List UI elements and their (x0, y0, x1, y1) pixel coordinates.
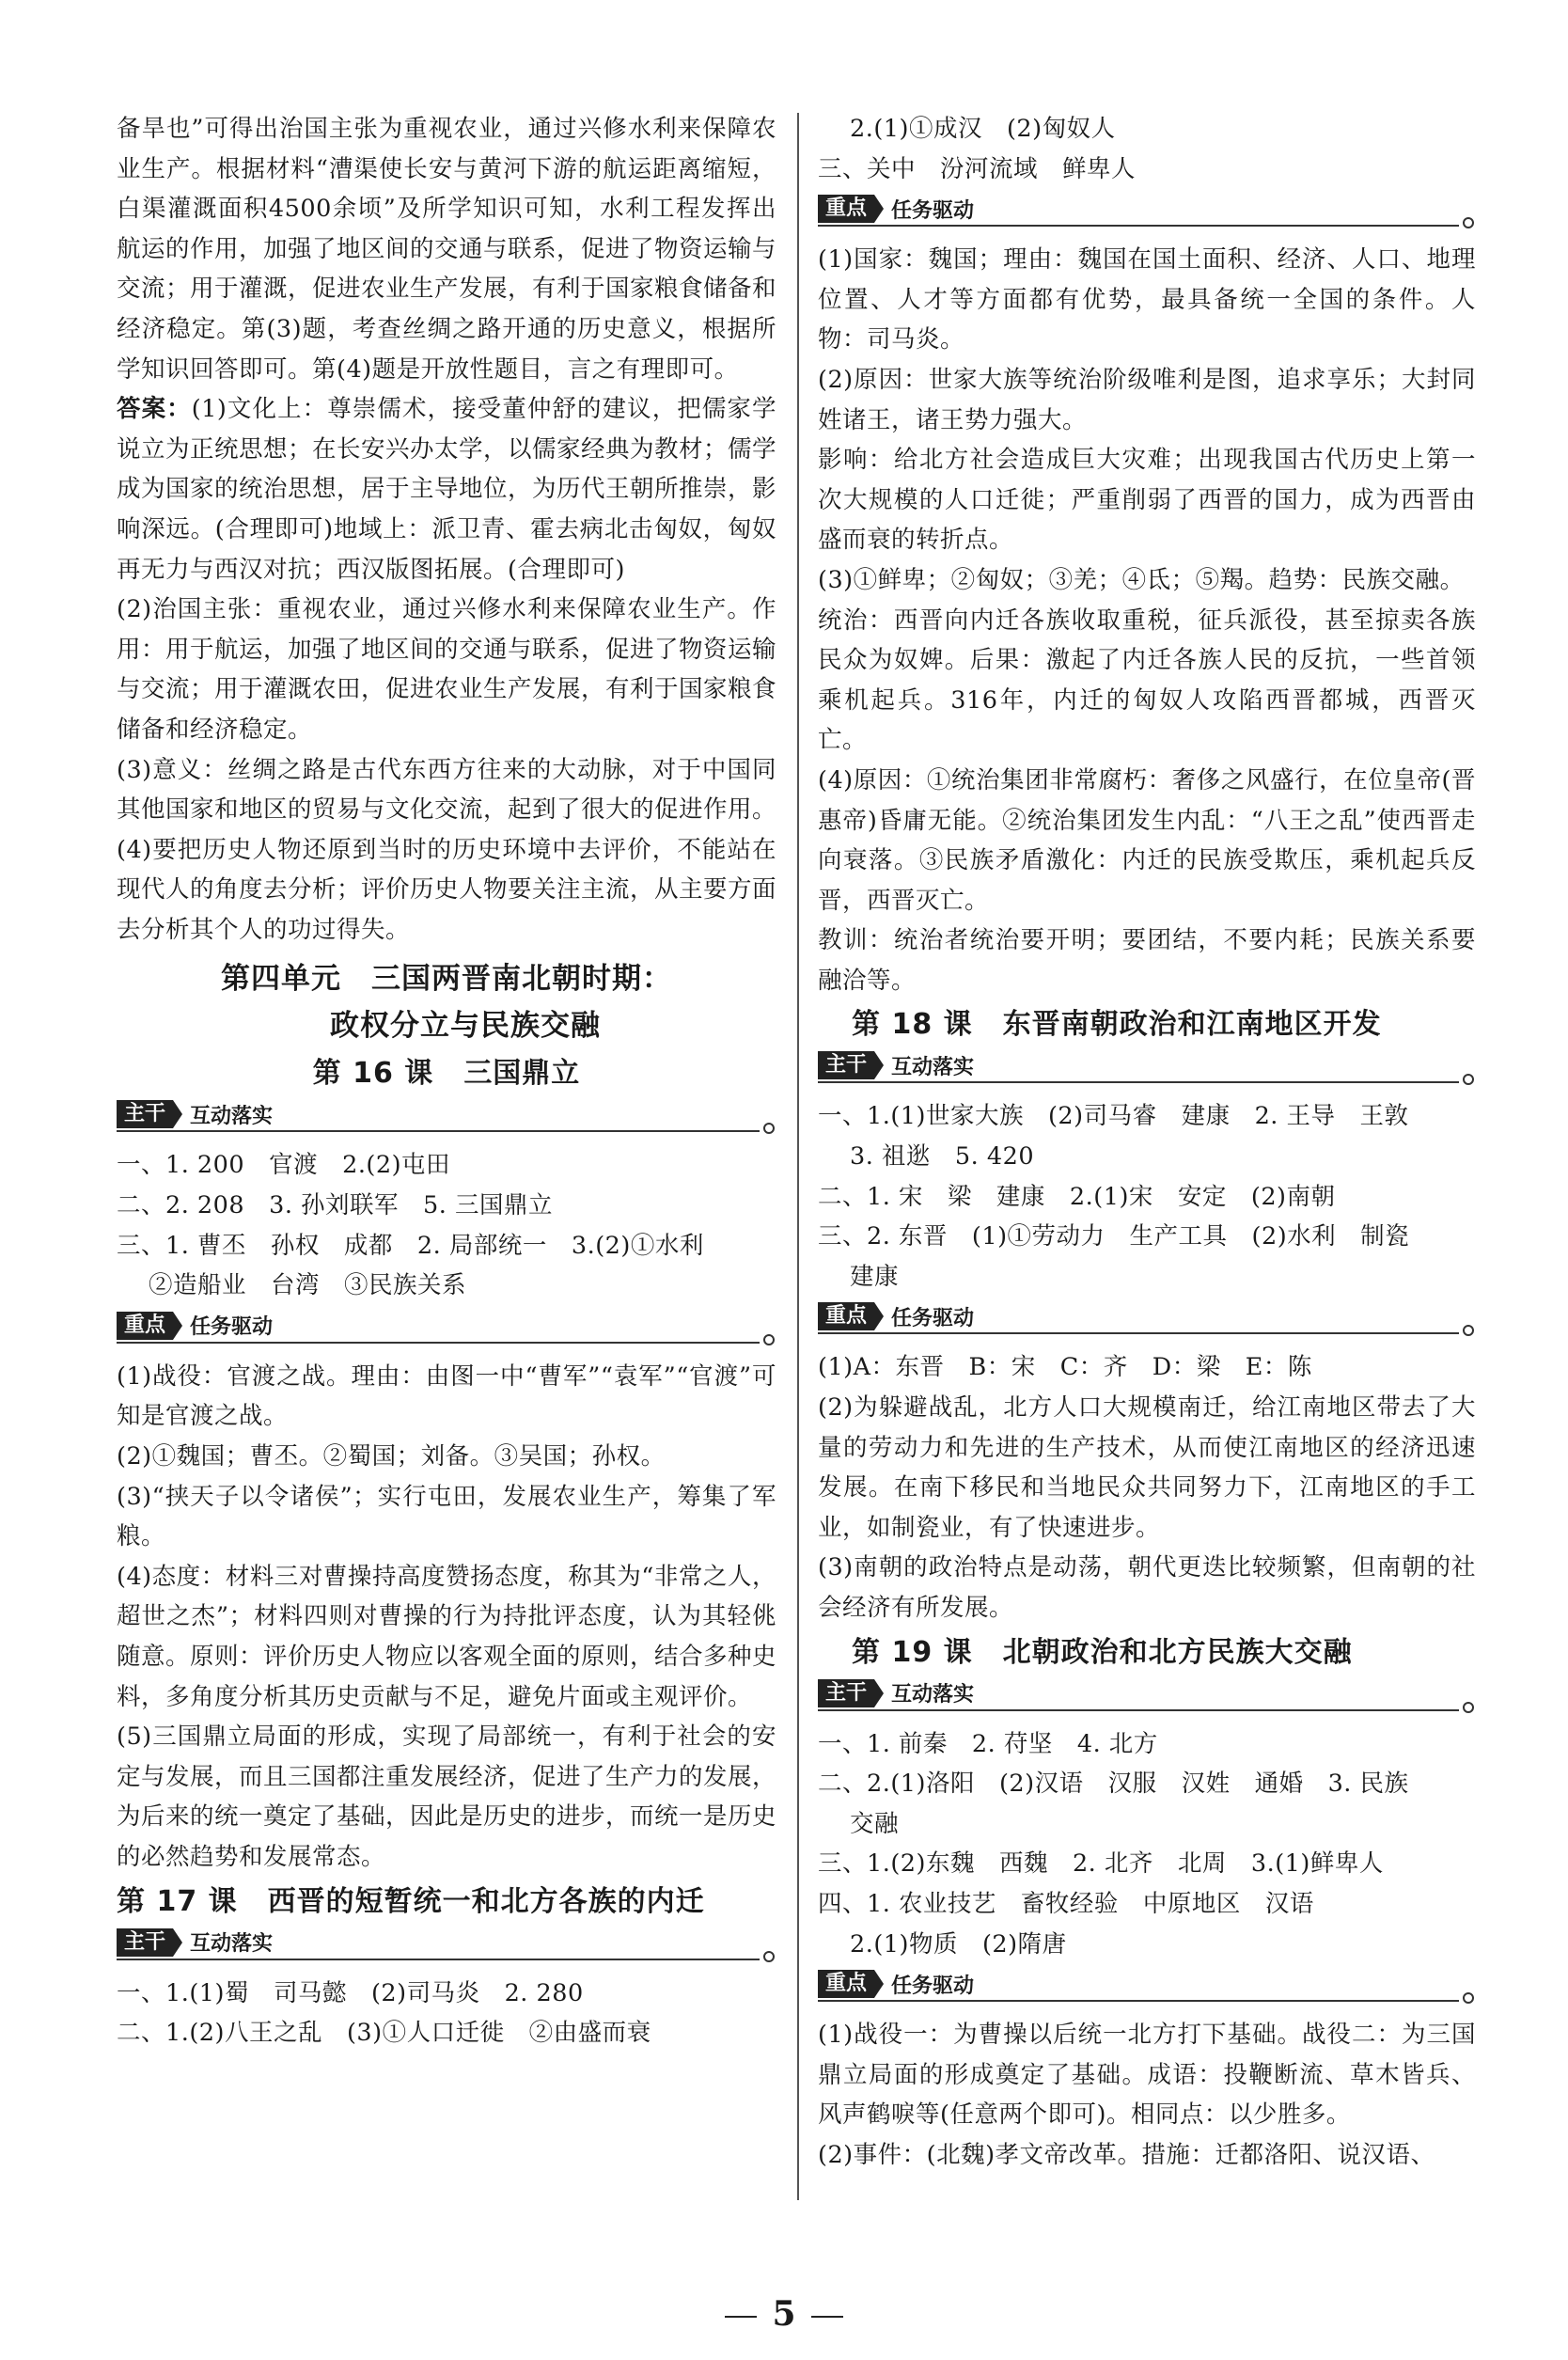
answer-line: 一、1. 前秦 2. 苻坚 4. 北方 (818, 1729, 1158, 1758)
section-header-main (117, 1927, 776, 1966)
answer-paragraph: (3)南朝的政治特点是动荡，朝代更迭比较频繁，但南朝的社会经济有所发展。 (818, 1553, 1476, 1622)
circle-icon (1463, 1992, 1474, 2004)
section-tag: 重点 (818, 1970, 874, 1998)
section-header-key (818, 193, 1476, 232)
answer-paragraph: (2)事件：(北魏)孝文帝改革。措施：迁都洛阳、说汉语、 (818, 2140, 1435, 2169)
answer-paragraph: 统治：西晋向内迁各族收取重税，征兵派役，甚至掠卖各族民众为奴婢。后果：激起了内迁各族人民的反抗，一些首领乘机起兵。316年，内迁的匈奴人攻陷西晋都城，西晋灭亡。 (818, 606, 1476, 755)
section-header-key (117, 1310, 776, 1349)
intro-paragraph: 备旱也”可得出治国主张为重视农业，通过兴修水利来保障农业生产。根据材料“漕渠使长安与黄河下游的航运距离缩短，白渠灌溉面积4500余顷”及所学知识可知，水利工程发挥出航运的作用，加强了地区间的交通与联系，促进了物资运输与交流；用于灌溉，促进农业生产发展，有利于国家粮食储备和经济稳定。第(3)题，考查丝绸之路开通的历史意义，根据所学知识回答即可。第(4)题是开放性题目，言之有理即可。 (117, 115, 777, 384)
section-rule (818, 1709, 1459, 1711)
page-number (0, 2294, 1568, 2334)
arrow-icon (874, 1679, 884, 1707)
answer-line: 二、2. 208 3. 孙刘联军 5. 三国鼎立 (117, 1191, 553, 1220)
answer-paragraph: (1)国家：魏国；理由：魏国在国土面积、经济、人口、地理位置、人才等方面都有优势，最具备统一全国的条件。人物：司马炎。 (818, 245, 1476, 354)
section-tag: 重点 (818, 1302, 874, 1330)
answer-paragraph: (3)意义：丝绸之路是古代东西方往来的大动脉，对于中国同其他国家和地区的贸易与文化交流，起到了很大的促进作用。 (117, 755, 777, 825)
answer-text: (1)文化上：尊崇儒术，接受董仲舒的建议，把儒家学说立为正统思想；在长安兴办太学，以儒家经典为教材；儒学成为国家的统治思想，居于主导地位，为历代王朝所推崇，影响深远。(合理即可)地域上：派卫青、霍去病北击匈奴，匈奴再无力与西汉对抗；西汉版图拓展。(合理即可) (117, 395, 777, 584)
lesson-number: 第 19 课 (852, 1635, 973, 1669)
section-label: 任务驱动 (891, 1974, 975, 1998)
column-divider (797, 113, 799, 2200)
page-number-text: 5 (772, 2294, 796, 2334)
arrow-icon (173, 1100, 182, 1128)
dash-decoration (811, 2316, 843, 2318)
answer-line: ②造船业 台湾 ③民族关系 (149, 1271, 467, 1300)
answer-line: 交融 (850, 1809, 900, 1838)
answer-paragraph: (1)战役：官渡之战。理由：由图一中“曹军”“袁军”“官渡”可知是官渡之战。 (117, 1361, 776, 1431)
answer-paragraph: (5)三国鼎立局面的形成，实现了局部统一，有利于社会的安定与发展，而且三国都注重发展经济，促进了生产力的发展，为后来的统一奠定了基础，因此是历史的进步，而统一是历史的必然趋势和发展常态。 (117, 1723, 777, 1871)
dash-decoration (725, 2316, 757, 2318)
answer-paragraph: (2)原因：世家大族等统治阶级唯利是图，追求享乐；大封同姓诸王，诸王势力强大。 (818, 365, 1476, 434)
section-rule (818, 1081, 1459, 1083)
section-rule (117, 1342, 760, 1344)
arrow-icon (874, 1970, 884, 1998)
answer-paragraph: (1)A：东晋 B：宋 C：齐 D：梁 E：陈 (818, 1353, 1312, 1382)
answer-line: 二、1. 宋 梁 建康 2.(1)宋 安定 (2)南朝 (818, 1182, 1336, 1211)
answer-line: 二、2.(1)洛阳 (2)汉语 汉服 汉姓 通婚 3. 民族 (818, 1770, 1409, 1799)
arrow-icon (874, 195, 884, 223)
answer-line: 2.(1)物质 (2)隋唐 (850, 1929, 1067, 1959)
section-tag: 主干 (117, 1100, 173, 1128)
section-tag: 主干 (818, 1051, 874, 1079)
section-header-key (818, 1300, 1476, 1340)
circle-icon (763, 1334, 775, 1345)
answer-paragraph: (4)要把历史人物还原到当时的历史环境中去评价，不能站在现代人的角度去分析；评价历史人物要关注主流，从主要方面去分析其个人的功过得失。 (117, 835, 777, 944)
section-rule (818, 225, 1459, 227)
section-tag: 重点 (818, 195, 874, 223)
lesson-18-title (818, 1004, 1476, 1046)
answer-paragraph: (2)治国主张：重视农业，通过兴修水利来保障农业生产。作用：用于航运，加强了地区间的交通与联系，促进了物资运输与交流；用于灌溉农田，促进农业生产发展，有利于国家粮食储备和经济稳定。 (117, 595, 777, 744)
answer-line: 一、1.(1)世家大族 (2)司马睿 建康 2. 王导 王敦 (818, 1102, 1409, 1131)
lesson-name: 三国鼎立 (463, 1057, 581, 1091)
answer-paragraph: 教训：统治者统治要开明；要团结，不要内耗；民族关系要融洽等。 (818, 926, 1476, 995)
lesson-16-title (117, 1053, 776, 1094)
lesson-name: 东晋南朝政治和江南地区开发 (1002, 1008, 1382, 1042)
answer-paragraph: (4)原因：①统治集团非常腐朽：奢侈之风盛行，在位皇帝(晋惠帝)昏庸无能。②统治集团发生内乱：“八王之乱”使西晋走向衰落。③民族矛盾激化：内迁的民族受欺压，乘机起兵反晋，西晋灭亡。 (818, 765, 1476, 915)
section-header-main (818, 1677, 1476, 1717)
section-rule (818, 2000, 1459, 2002)
section-badge (117, 1100, 273, 1128)
unit-title-line: 第四单元 三国两晋南北朝时期： (221, 962, 672, 997)
answer-paragraph: (2)为躲避战乱，北方人口大规模南迁，给江南地区带去了大量的劳动力和先进的生产技术，从而使江南地区的经济迅速发展。在南下移民和当地民众共同努力下，江南地区的手工业，如制瓷业，有了快速进步。 (818, 1393, 1476, 1542)
arrow-icon (874, 1302, 884, 1330)
lesson-name: 北朝政治和北方民族大交融 (1002, 1635, 1353, 1669)
answer-line: 建康 (850, 1262, 900, 1291)
answer-paragraph: (4)态度：材料三对曹操持高度赞扬态度，称其为“非常之人，超世之杰”；材料四则对曹操的行为持批评态度，认为其轻佻随意。原则：评价历史人物应以客观全面的原则，结合多种史料，多角度分析其历史贡献与不足，避免片面或主观评价。 (117, 1562, 777, 1711)
answer-paragraph: (2)①魏国；曹丕。②蜀国；刘备。③吴国；孙权。 (117, 1442, 666, 1471)
arrow-icon (173, 1928, 182, 1957)
section-badge (818, 1970, 974, 1998)
left-column (117, 109, 776, 2053)
section-header-key (818, 1968, 1476, 2007)
lesson-number: 第 18 课 (852, 1008, 973, 1042)
section-label: 任务驱动 (190, 1315, 274, 1340)
section-badge (818, 1051, 974, 1079)
section-badge (117, 1312, 273, 1340)
section-header-main (818, 1049, 1476, 1089)
arrow-icon (173, 1312, 182, 1340)
circle-icon (1463, 1702, 1474, 1713)
section-rule (818, 1332, 1459, 1334)
answer-paragraph: (1)战役一：为曹操以后统一北方打下基础。战役二：为三国鼎立局面的形成奠定了基础。成语：投鞭断流、草木皆兵、风声鹤唳等(任意两个即可)。相同点：以少胜多。 (818, 2021, 1476, 2130)
circle-icon (763, 1123, 775, 1134)
answer-line: 一、1.(1)蜀 司马懿 (2)司马炎 2. 280 (117, 1978, 584, 2007)
section-rule (117, 1130, 760, 1132)
answer-line: 三、1.(2)东魏 西魏 2. 北齐 北周 3.(1)鲜卑人 (818, 1849, 1384, 1879)
section-label: 互动落实 (190, 1932, 274, 1957)
answer-line: 3. 祖逖 5. 420 (850, 1142, 1035, 1172)
right-column (818, 109, 1476, 2176)
answer-paragraph: (3)①鲜卑；②匈奴；③羌；④氐；⑤羯。趋势：民族交融。 (818, 565, 1465, 594)
answer-line: 四、1. 农业技艺 畜牧经验 中原地区 汉语 (818, 1889, 1314, 1918)
answer-line: 一、1. 200 官渡 2.(2)屯田 (117, 1151, 451, 1180)
section-label: 任务驱动 (891, 198, 975, 223)
lesson-19-title (818, 1632, 1476, 1674)
unit-title (117, 1002, 776, 1049)
answer-line: 三、2. 东晋 (1)①劳动力 生产工具 (2)水利 制瓷 (818, 1222, 1410, 1251)
answer-line: 三、关中 汾河流域 鲜卑人 (818, 154, 1137, 183)
answer-line: 二、1.(2)八王之乱 (3)①人口迁徙 ②由盛而衰 (117, 2019, 651, 2048)
circle-icon (1463, 217, 1474, 228)
section-badge (117, 1928, 273, 1957)
section-label: 互动落实 (891, 1683, 975, 1707)
section-rule (117, 1959, 760, 1960)
answer-paragraph (117, 389, 776, 590)
answer-paragraph: (3)“挟天子以令诸侯”；实行屯田，发展农业生产，筹集了军粮。 (117, 1482, 776, 1551)
answer-line: 三、1. 曹丕 孙权 成都 2. 局部统一 3.(2)①水利 (117, 1231, 704, 1260)
unit-title-line: 政权分立与民族交融 (330, 1009, 601, 1044)
answer-label: 答案： (117, 395, 192, 424)
circle-icon (763, 1951, 775, 1962)
section-label: 任务驱动 (891, 1306, 975, 1330)
answer-line: 2.(1)①成汉 (2)匈奴人 (850, 115, 1116, 143)
section-badge (818, 1679, 974, 1707)
lesson-number: 第 17 课 (117, 1884, 238, 1918)
arrow-icon (874, 1051, 884, 1079)
section-tag: 主干 (117, 1928, 173, 1957)
unit-title (117, 955, 776, 1002)
section-badge (818, 195, 974, 223)
section-tag: 重点 (117, 1312, 173, 1340)
lesson-17-title (117, 1881, 776, 1923)
answer-paragraph: 影响：给北方社会造成巨大灾难；出现我国古代历史上第一次大规模的人口迁徙；严重削弱了西晋的国力，成为西晋由盛而衰的转折点。 (818, 446, 1476, 555)
section-header-main (117, 1098, 776, 1138)
section-label: 互动落实 (190, 1104, 274, 1128)
lesson-number: 第 16 课 (312, 1057, 434, 1091)
lesson-name: 西晋的短暂统一和北方各族的内迁 (267, 1884, 705, 1918)
section-label: 互动落实 (891, 1055, 975, 1079)
circle-icon (1463, 1074, 1474, 1085)
section-badge (818, 1302, 974, 1330)
circle-icon (1463, 1325, 1474, 1336)
section-tag: 主干 (818, 1679, 874, 1707)
